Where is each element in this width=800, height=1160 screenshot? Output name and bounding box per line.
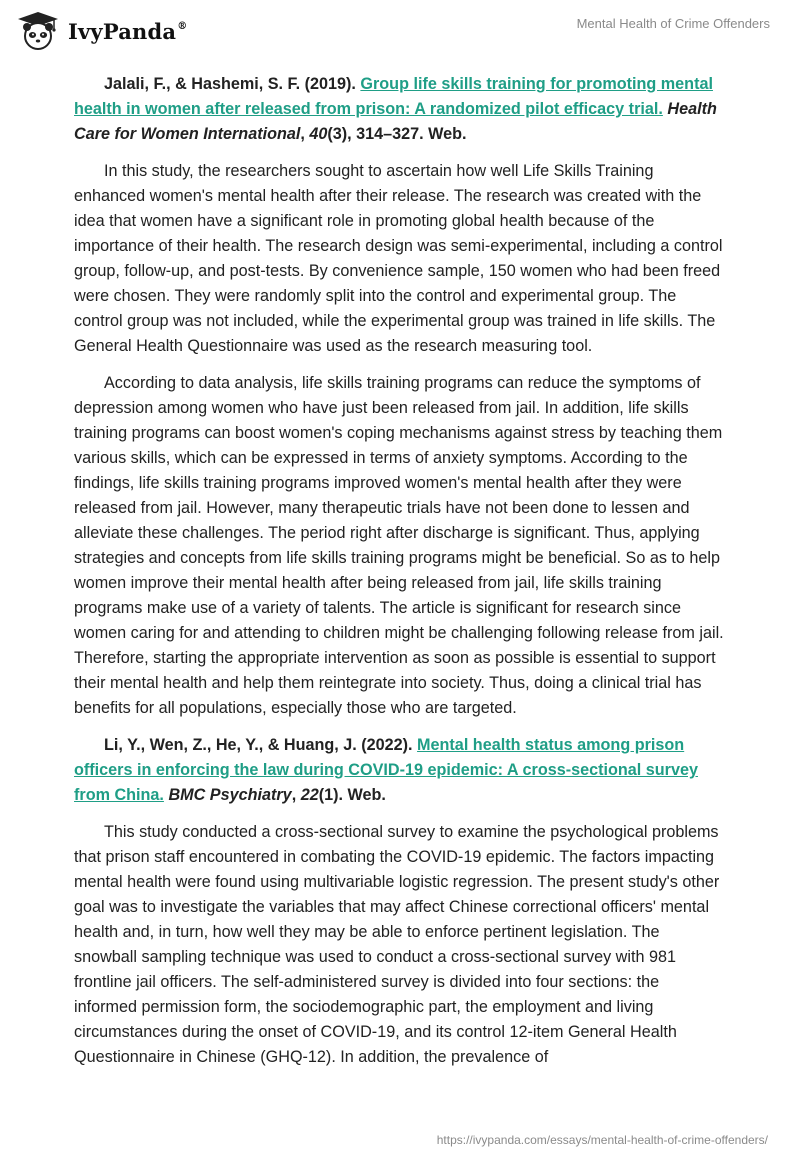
page-header	[0, 0, 800, 60]
reference-journal: BMC Psychiatry	[168, 786, 292, 804]
document-title: Mental Health of Crime Offenders	[576, 16, 770, 31]
body-paragraph: This study conducted a cross-sectional survey to examine the psychological problems that prison staff encountered in combating the COVID-19 epidemic. The factors impacting mental health were found using multivariable logistic regression. The present study's other goal was to investigate the variables that may affect Chinese correctional officers' mental health and, in turn, how well they may be able to enforce pertinent legislation. The snowball sampling technique was used to conduct a cross-sectional survey with 981 frontline jail officers. The self-administered survey is divided into four sections: the informed permission form, the sociodemographic part, the employment and living circumstances during the onset of COVID-19, and its control 12-item General Health Questionnaire in Chinese (GHQ-12). In addition, the prevalence of	[74, 823, 720, 1066]
reference-entry: Li, Y., Wen, Z., He, Y., & Huang, J. (2022). Mental health status among prison officers in enforcing the law during COVID-19 epidemic: A cross-sectional survey from China. BMC Psychiatry, 22(1). Web.	[74, 736, 698, 804]
body-paragraph: In this study, the researchers sought to ascertain how well Life Skills Training enhanced women's mental health after their release. The research was created with the idea that women have a significant role in promoting global health because of the importance of their health. The research design was semi-experimental, including a control group, follow-up, and post-tests. By convenience sample, 150 women who had been freed were chosen. They were randomly split into the control and experimental group. The control group was not included, while the experimental group was trained in life skills. The General Health Questionnaire was used as the research measuring tool.	[74, 162, 723, 355]
ivypanda-logo[interactable]	[14, 10, 187, 52]
reference-authors: Li, Y., Wen, Z., He, Y., & Huang, J. (2022).	[104, 736, 418, 754]
reference-volume: 22	[300, 786, 319, 804]
reference-title-link[interactable]: Mental health status among prison officers in enforcing the law during COVID-19 epidemic: A cross-sectional survey from China.	[74, 736, 698, 804]
essay-content	[74, 72, 726, 1082]
footer-url: https://ivypanda.com/essays/mental-health-of-crime-offenders/	[436, 1133, 768, 1147]
reference-authors: Jalali, F., & Hashemi, S. F. (2019).	[104, 75, 361, 93]
reference-issue-pages: (3), 314–327. Web.	[327, 125, 467, 143]
reference-volume: 40	[309, 125, 328, 143]
reference-entry: Jalali, F., & Hashemi, S. F. (2019). Group life skills training for promoting mental health in women after released from prison: A randomized pilot efficacy trial. Health Care for Women International, 40(3), 314–327. Web.	[74, 75, 717, 143]
panda-graduate-icon	[14, 10, 62, 52]
reference-issue-pages: (1). Web.	[318, 786, 386, 804]
body-paragraph: According to data analysis, life skills training programs can reduce the symptoms of depression among women who have just been released from jail. In addition, life skills training programs can boost women's coping mechanisms against stress by teaching them various skills, which can be expressed in terms of anxiety symptoms. According to the findings, life skills training programs improved women's mental health after they were released from jail. However, many therapeutic trials have not been done to lessen and alleviate these challenges. The period right after discharge is significant. Thus, applying strategies and concepts from life skills training programs might be beneficial. So as to help women improve their mental health after being released from jail, life skills training programs make use of a variety of talents. The article is significant for research since women caring for and attending to children might be challenging following release from jail. Therefore, starting the appropriate intervention as soon as possible is essential to support their mental health and help them reintegrate into society. Thus, doing a clinical trial has benefits for all populations, especially those who are targeted.	[74, 374, 724, 717]
reference-journal: Health Care for Women International	[74, 100, 717, 143]
brand-name: IvyPanda®	[68, 18, 188, 44]
reference-title-link[interactable]: Group life skills training for promoting mental health in women after released from prison: A randomized pilot efficacy trial.	[74, 75, 713, 118]
